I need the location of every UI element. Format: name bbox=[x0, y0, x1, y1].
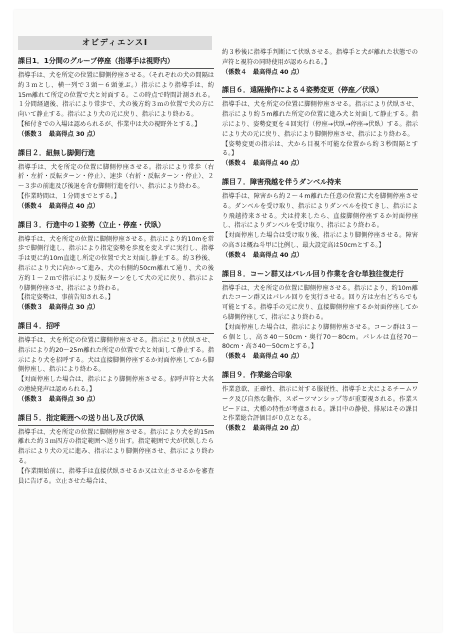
section-5-continued bbox=[222, 48, 418, 77]
section-body: 指導手は、犬を所定の位置に脚側停座させる。指示により約10mを常歩で脚側行進し、指示により指定姿勢を歩度を変えずに実行し、指導手は更に約10m直進し所定の位置で犬と対面し静止する。約３秒後、指示により犬に向かって進み、犬の右側約50cm離れて通り、犬の後方約１～２ｍで指示により反転ターンをして犬の元に戻り、指示により脚側停座させ、指示により終わる。 【指定姿勢は、事前告知される。】 bbox=[18, 235, 214, 302]
section-body: 指導手は、犬を所定の位置に脚側停座させる。指示により伏臥させ、指示により約20～25m離れた所定の位置で犬と対面して静止する。指示により犬を招呼する。犬は直接脚側停座するか対面停座してから脚側停座し、指示により終わる。 【対面停座した場合は、指示により脚側停座させる。招呼声符と犬名の連続発声は認められる。】 bbox=[18, 336, 214, 393]
section-3 bbox=[18, 220, 214, 313]
section-body: 作業意欲、正確性、指示に対する服従性、指導手と犬によるチームワーク及び自然な動作、スポーツマンシップ等が重要視される。作業スピードは、犬種の特性が考慮される。課目中の静使、排尿はその課目と作業総合評価目が０点となる。 bbox=[222, 385, 418, 423]
section-title: 課目７．障害飛越を伴うダンベル持来 bbox=[222, 177, 418, 190]
section-9 bbox=[222, 370, 418, 434]
page-title: オビディエンスⅠ bbox=[81, 38, 149, 47]
section-body: 指導手は、犬を所定の位置に脚側停座させる。（それぞれの犬の間隔は約３ｍとし、横一列で３頭～６頭並ぶ。）指示により指導手は、約15m離れて所定の位置で犬と対面する。この時点で時間計測される。１分間経過後、指示により常歩で、犬の後方約３ｍの位置で犬の方に向いて静止する。指示により犬の元に戻り、指示により終わる。 【秘付きでの入場は認められるが、作業中は犬の視野外とする。】 bbox=[18, 72, 214, 128]
section-1 bbox=[18, 56, 214, 140]
section-2 bbox=[18, 148, 214, 212]
section-title: 課目２．紐無し脚側行進 bbox=[18, 148, 214, 161]
section-title: 課目1．1分間のグループ停座（指導手は視野内） bbox=[18, 56, 214, 69]
section-title: 課目５．指定範囲への送り出し及び伏臥 bbox=[18, 413, 214, 426]
section-title: 課目８．コーン群又はパレル回り作業を含む単独往復走行 bbox=[222, 269, 418, 282]
section-score: （係数４ 最高得点 40 点） bbox=[222, 160, 303, 168]
section-score: （係数４ 最高得点 40 点） bbox=[222, 251, 303, 259]
section-title: 課目６．遠隔操作による４姿勢変更（停座／伏臥） bbox=[222, 85, 418, 98]
section-score: （係数３ 最高得点 30 点） bbox=[18, 130, 99, 138]
section-body: 指導手は、犬を所定の位置に脚側停座させる。指示により、約10m離れたコーン群又はパレル回りを実行させる。回り方は左右どちらでも可能とする。指導手の元に戻り、直接脚側停座するか対面停座してから脚側停座して、指示により終わる。 【対面停座した場合は、指示により脚側停座させる。コーン群は３～６個とし、高さ40～50cm・奥行70～80cm。パレルは直径70～80cm・高さ40～50cmとする。】 bbox=[222, 284, 418, 351]
right-column bbox=[222, 48, 418, 442]
section-title: 課目３．行進中の１姿勢（立止・停座・伏臥） bbox=[18, 220, 214, 233]
section-body: 約３秒後に指導手判断にて伏臥させる。指導手と犬が離れた状態での声符と視符の同時使用が認められる。】 bbox=[222, 49, 418, 66]
section-body: 指導手は、犬を所定の位置に脚側停座させる。指示により犬を約15m離れた約３ｍ四方の指定範囲へ送り出す。指定範囲で犬が伏臥したら指示により犬の元に進み、指示により脚側停座させ、指示により終わる。 【作業開始前に、指導手は直接伏臥させるか又は立止させるかを審査員に告げる。立止させた場合は、 bbox=[18, 428, 214, 485]
section-title: 課目４．招呼 bbox=[18, 321, 214, 334]
section-title: 課目９．作業総合印象 bbox=[222, 370, 418, 383]
section-5 bbox=[18, 413, 214, 487]
section-6 bbox=[222, 85, 418, 169]
section-score: （係数４ 最高得点 40 点） bbox=[222, 353, 303, 361]
section-score: （係数３ 最高得点 30 点） bbox=[18, 304, 99, 312]
left-column bbox=[18, 56, 214, 494]
section-body: 指導手は、犬を所定の位置に脚側停座させる。指示により常歩（右折・左折・反転ターン・停止）、速歩（右折・反転ターン・停止）、２～３歩の前進及び後退を含む脚側行進を行い、指示により終わる。 【作業時間は、１分間までとする。】 bbox=[18, 163, 214, 200]
section-score: （係数３ 最高得点 30 点） bbox=[18, 395, 99, 403]
section-8 bbox=[222, 269, 418, 362]
section-score: （係数４ 最高得点 40 点） bbox=[18, 202, 99, 210]
section-score: （係数２ 最高得点 20 点） bbox=[222, 425, 303, 433]
section-body: 指導手は、障害から約２～４m離れた任意の位置に犬を脚側停座させる。ダンベルを受け取り、指示によりダンベルを投てきし、指示により飛越持来させる。犬は持来したら、直接脚側停座するか対面停座し、指示によりダンベルを受け取り、指示により終わる。 【対面停座した場合は受け取り後、指示により脚側停座させる。障害の高さは概ね斗甲に比例し、最大設定高は50cmとする。】 bbox=[222, 192, 418, 249]
section-body: 指導手は、犬を所定の位置に脚側停座させる。指示により伏臥させ、指示により約５m離れた所定の位置に進み犬と対面して静止する。指示により、姿勢変更を４回実行（停座→伏臥→停座→伏臥）する。指示により犬の元に戻り、指示により脚側停座させ、指示により終わる。 【姿勢変更の指示は、犬から目視不可能な位置から約３秒間隔とする。】 bbox=[222, 101, 418, 158]
section-4 bbox=[18, 321, 214, 405]
section-7 bbox=[222, 177, 418, 261]
section-score: （係数４ 最高得点 40 点） bbox=[222, 68, 303, 76]
